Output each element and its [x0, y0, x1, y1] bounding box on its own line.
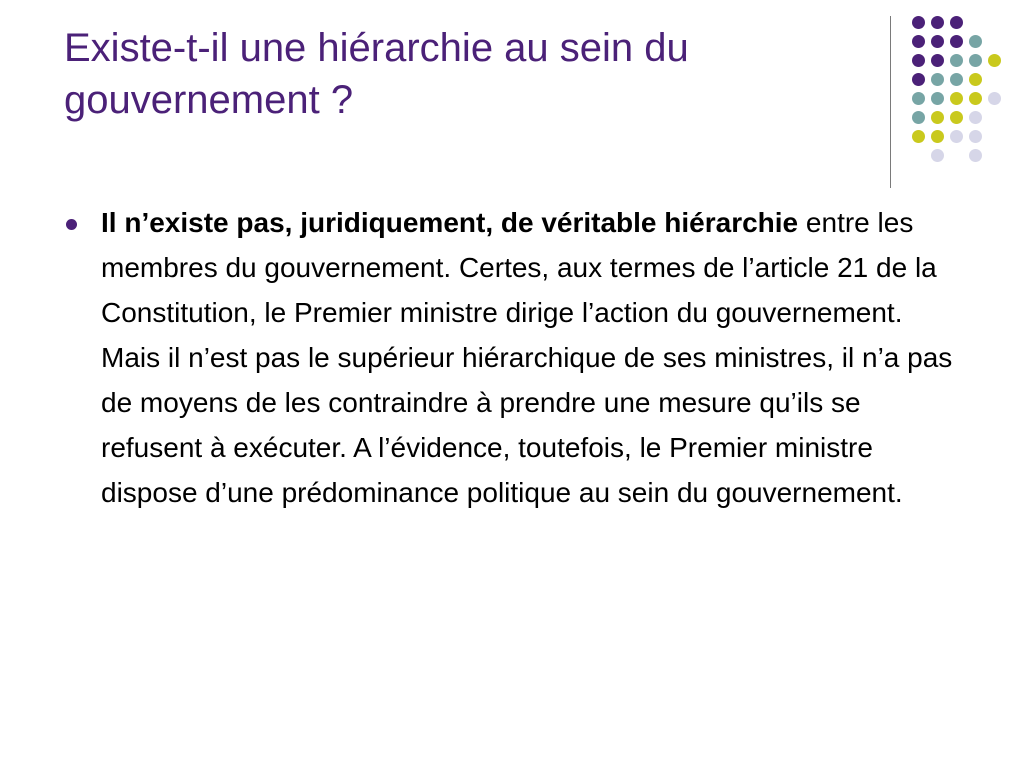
decorative-dot	[969, 35, 982, 48]
bullet-body-text: entre les membres du gouvernement. Certes, aux termes de l’article 21 de la Constitution, le Premier ministre dirige l’action du gouvernement. Mais il n’est pas le supérieur hiérarchique de ses ministres, il n’a pas de moyens de les contraindre à prendre une mesure qu’ils se refusent à exécuter. A l’évidence, toutefois, le Premier ministre dispose d’une prédominance politique au sein du gouvernement.	[101, 207, 953, 508]
decorative-dot	[931, 111, 944, 124]
bullet-emphasis-text: Il n’existe pas, juridiquement, de véritable hiérarchie	[101, 207, 799, 238]
decorative-dot	[931, 73, 944, 86]
bullet-item	[64, 200, 964, 515]
decorative-dot	[912, 111, 925, 124]
decorative-dot	[950, 16, 963, 29]
decorative-dot	[969, 111, 982, 124]
decorative-dot	[950, 111, 963, 124]
decorative-dot	[969, 130, 982, 143]
decorative-dot	[969, 149, 982, 162]
bullet-list	[64, 200, 964, 515]
decorative-dot	[988, 92, 1001, 105]
decorative-dot	[969, 73, 982, 86]
decorative-dot	[912, 54, 925, 67]
decorative-dot	[912, 92, 925, 105]
decorative-dot	[912, 130, 925, 143]
decorative-dot	[950, 54, 963, 67]
decorative-dot	[988, 54, 1001, 67]
decorative-dot	[931, 92, 944, 105]
decorative-dot	[931, 35, 944, 48]
decorative-dot	[912, 35, 925, 48]
decorative-dot	[931, 16, 944, 29]
decorative-dot	[969, 54, 982, 67]
decorative-dot	[931, 149, 944, 162]
decorative-dot	[912, 73, 925, 86]
title-divider-line	[890, 16, 891, 188]
decorative-dot	[950, 92, 963, 105]
decorative-dot	[950, 73, 963, 86]
decorative-dot	[950, 35, 963, 48]
decorative-dot	[931, 130, 944, 143]
slide-title: Existe-t-il une hiérarchie au sein du gouvernement ?	[64, 26, 689, 122]
decorative-dot	[931, 54, 944, 67]
decorative-dot	[912, 16, 925, 29]
decorative-dot	[969, 92, 982, 105]
decorative-dot	[950, 130, 963, 143]
bullet-marker-icon	[66, 219, 77, 230]
